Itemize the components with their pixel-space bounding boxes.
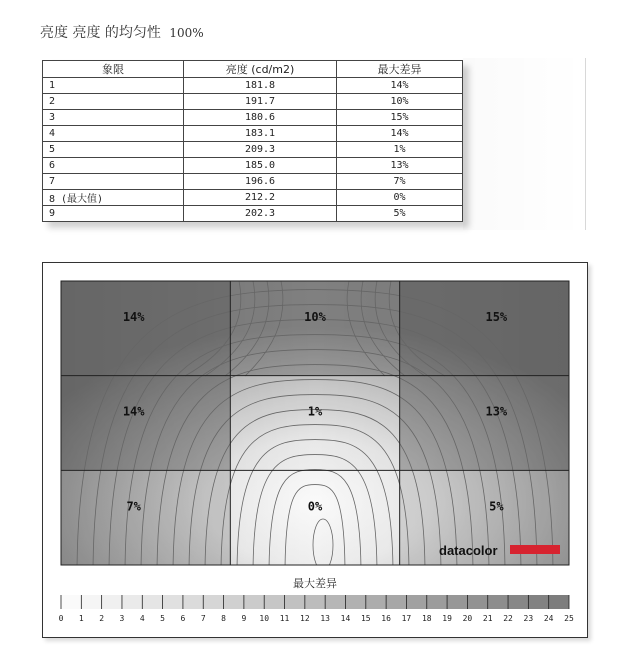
cell-luminance: 185.0: [184, 158, 337, 174]
cell-quadrant: 7: [43, 174, 184, 190]
colorbar-segment: [549, 595, 569, 609]
cell-max-diff: 5%: [337, 206, 463, 222]
cell-shade-q5: [230, 376, 399, 471]
colorbar-segment: [325, 595, 345, 609]
colorbar-segment: [345, 595, 365, 609]
colorbar-tick-label: 0: [58, 614, 64, 623]
colorbar-tick-label: 8: [221, 614, 226, 623]
cell-max-diff: 1%: [337, 142, 463, 158]
colorbar-segment: [224, 595, 244, 609]
colorbar-segment: [203, 595, 223, 609]
cell-luminance: 180.6: [184, 110, 337, 126]
colorbar-label: 最大差异: [293, 577, 337, 590]
cell-luminance: 191.7: [184, 94, 337, 110]
table-row: [43, 158, 463, 174]
cell-quadrant: 4: [43, 126, 184, 142]
colorbar-tick-label: 2: [99, 614, 105, 623]
colorbar-tick-label: 5: [160, 614, 166, 623]
cell-max-diff: 14%: [337, 126, 463, 142]
colorbar-segment: [427, 595, 447, 609]
table-row: [43, 190, 463, 206]
table-row: [43, 126, 463, 142]
colorbar-tick-label: 12: [300, 614, 310, 623]
cell-shade-q3: [400, 281, 569, 376]
cell-max-diff: 14%: [337, 78, 463, 94]
cell-quadrant: 6: [43, 158, 184, 174]
colorbar-segment: [142, 595, 162, 609]
colorbar-segment: [122, 595, 142, 609]
cell-luminance: 209.3: [184, 142, 337, 158]
table-header-row: [43, 61, 463, 78]
cell-max-diff: 7%: [337, 174, 463, 190]
colorbar-tick-label: 23: [523, 614, 534, 623]
colorbar-segment: [81, 595, 101, 609]
cell-quadrant: 5: [43, 142, 184, 158]
luminance-table-panel: [42, 60, 463, 222]
colorbar-segment: [467, 595, 487, 609]
colorbar-segment: [366, 595, 386, 609]
quadrant-label-7: 7%: [126, 499, 141, 514]
colorbar-tick-label: 10: [259, 614, 270, 623]
colorbar-segment: [244, 595, 264, 609]
colorbar-tick-label: 21: [482, 614, 493, 623]
colorbar-tick-label: 18: [421, 614, 432, 623]
colorbar-segment: [528, 595, 548, 609]
colorbar-tick-label: 9: [241, 614, 247, 623]
colorbar-segment: [386, 595, 406, 609]
colorbar-segment: [508, 595, 528, 609]
colorbar-tick-label: 15: [360, 614, 371, 623]
colorbar-tick-label: 1: [78, 614, 84, 623]
cell-quadrant: 9: [43, 206, 184, 222]
colorbar-tick-label: 6: [180, 614, 186, 623]
table-row: [43, 110, 463, 126]
colorbar-tick-label: 22: [503, 614, 513, 623]
quadrant-label-2: 10%: [304, 310, 326, 324]
cell-quadrant: 1: [43, 78, 184, 94]
quadrant-label-8: 0%: [307, 499, 323, 514]
table-row: [43, 206, 463, 222]
uniformity-heatmap: [43, 263, 587, 637]
cell-luminance: 196.6: [184, 174, 337, 190]
cell-quadrant: 2: [43, 94, 184, 110]
cell-quadrant: 3: [43, 110, 184, 126]
colorbar-tick-label: 24: [543, 614, 554, 623]
col-header-max-diff: 最大差异: [337, 61, 463, 78]
quadrant-label-1: 14%: [122, 310, 145, 324]
colorbar-segment: [447, 595, 467, 609]
col-header-luminance: 亮度 (cd/m2): [184, 61, 337, 78]
table-row: [43, 142, 463, 158]
quadrant-label-9: 5%: [489, 499, 504, 514]
cell-luminance: 202.3: [184, 206, 337, 222]
uniformity-chart-frame: [42, 262, 588, 638]
colorbar-segment: [102, 595, 122, 609]
quadrant-label-4: 14%: [122, 404, 145, 419]
colorbar-segment: [406, 595, 426, 609]
quadrant-label-3: 15%: [485, 310, 508, 324]
colorbar-segment: [163, 595, 183, 609]
colorbar-segment: [183, 595, 203, 609]
colorbar-tick-label: 16: [381, 614, 391, 623]
cell-shade-q1: [61, 281, 230, 376]
title-percent: 100%: [169, 26, 204, 40]
colorbar-tick-label: 25: [564, 614, 574, 623]
colorbar-tick-label: 11: [279, 614, 290, 623]
colorbar-tick-label: 20: [462, 614, 473, 623]
logo-wordmark: datacolor: [439, 543, 498, 558]
cell-max-diff: 10%: [337, 94, 463, 110]
cell-luminance: 183.1: [184, 126, 337, 142]
cell-max-diff: 13%: [337, 158, 463, 174]
colorbar-segment: [264, 595, 284, 609]
colorbar: [59, 595, 574, 623]
title-text: 亮度 亮度 的均匀性: [40, 25, 161, 41]
table-row: [43, 174, 463, 190]
colorbar-segment: [488, 595, 508, 609]
table-row: [43, 94, 463, 110]
cell-shade-q7: [61, 470, 230, 565]
colorbar-tick-label: 4: [139, 614, 145, 623]
colorbar-tick-label: 7: [200, 614, 206, 623]
colorbar-tick-label: 19: [442, 614, 452, 623]
cell-shade-q2: [230, 281, 399, 376]
logo-red-bar: [510, 545, 560, 554]
table-row: [43, 78, 463, 94]
cell-quadrant: 8 (最大值): [43, 190, 184, 206]
colorbar-tick-label: 17: [401, 614, 412, 623]
colorbar-tick-label: 13: [320, 614, 330, 623]
cell-max-diff: 15%: [337, 110, 463, 126]
colorbar-tick-label: 14: [340, 614, 351, 623]
heatmap-plot-area: [61, 281, 569, 575]
cell-luminance: 212.2: [184, 190, 337, 206]
col-header-quadrant: 象限: [43, 61, 184, 78]
page-title: [40, 22, 204, 42]
table-panel-shadow: [463, 58, 586, 230]
colorbar-segment: [61, 595, 81, 609]
colorbar-segment: [305, 595, 325, 609]
colorbar-tick-label: 3: [119, 614, 125, 623]
colorbar-segment: [285, 595, 305, 609]
cell-luminance: 181.8: [184, 78, 337, 94]
quadrant-label-5: 1%: [307, 404, 323, 419]
cell-max-diff: 0%: [337, 190, 463, 206]
quadrant-label-6: 13%: [485, 404, 508, 419]
luminance-table: [42, 60, 463, 222]
